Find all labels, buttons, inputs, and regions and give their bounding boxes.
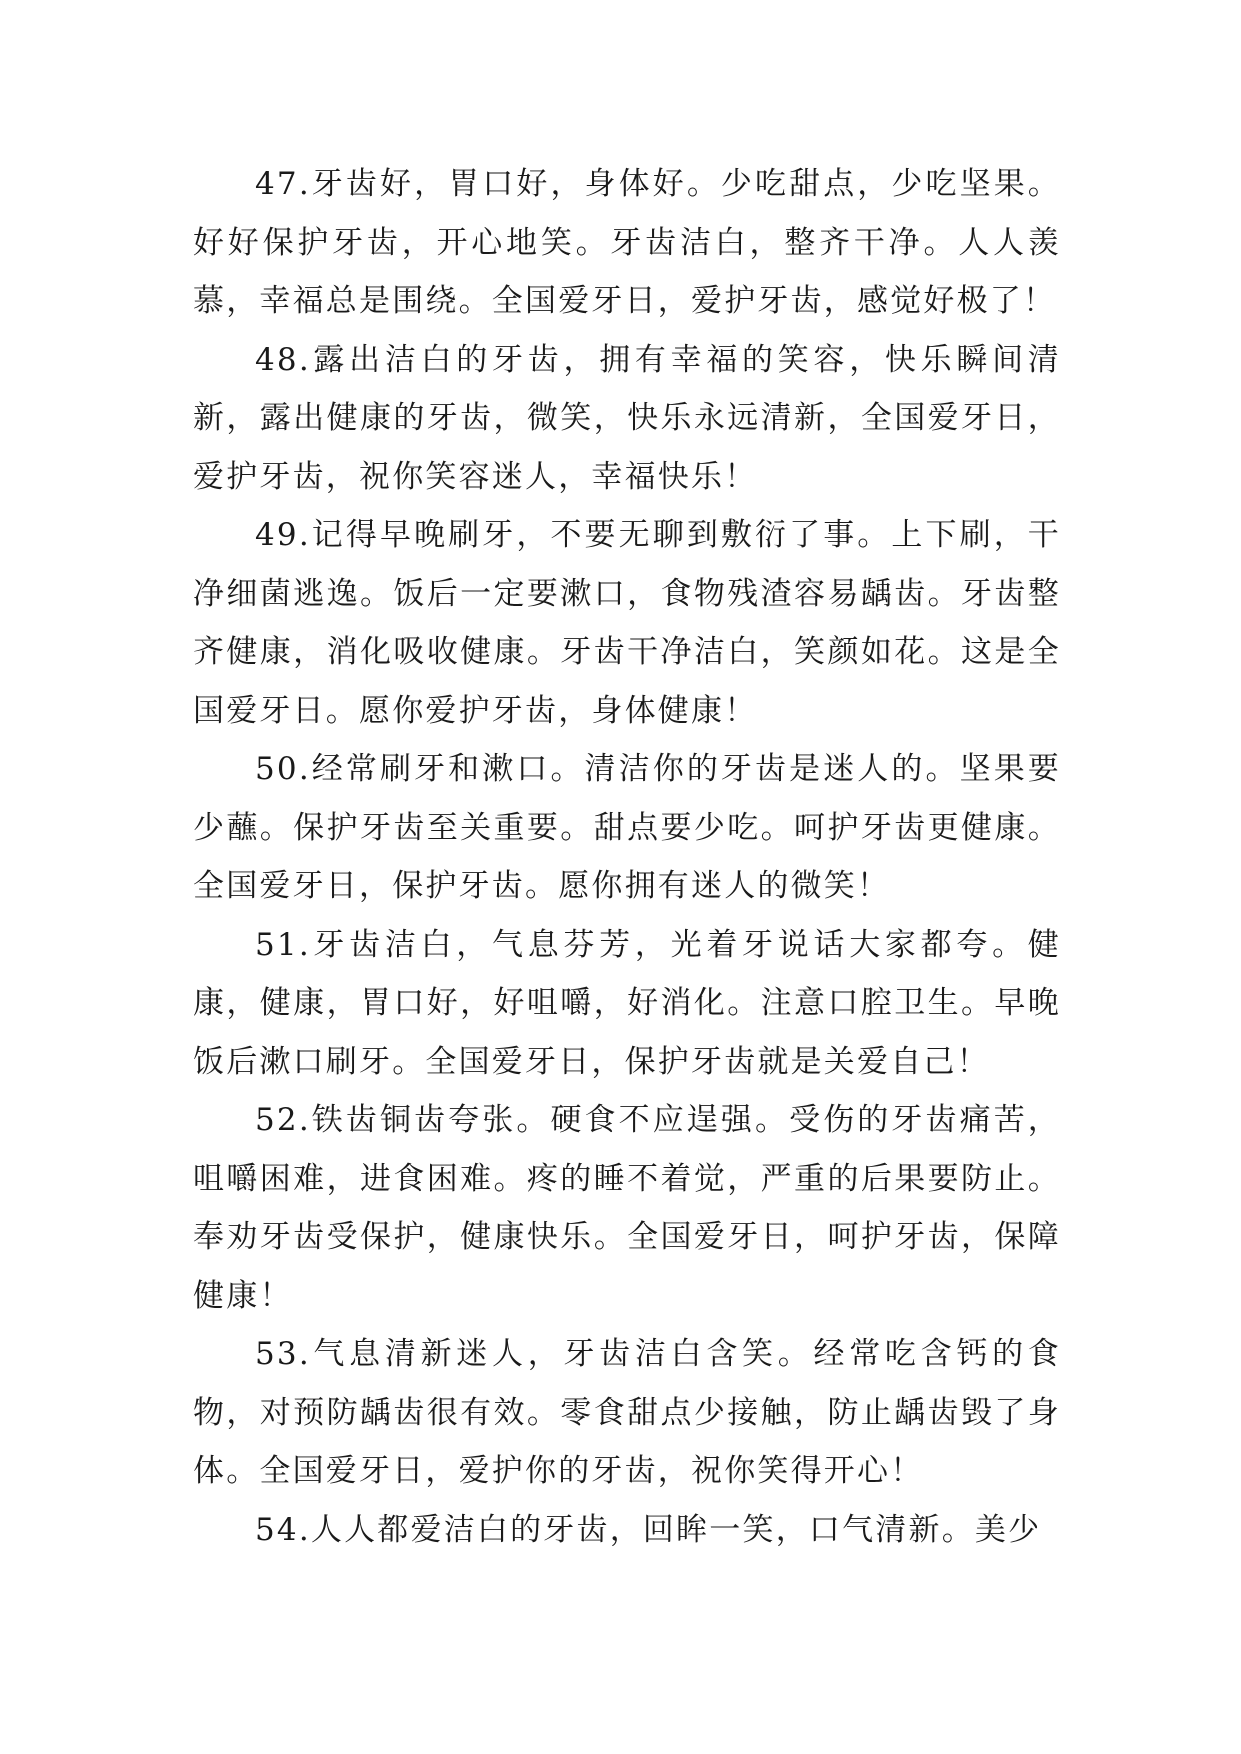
paragraph-49: 49.记得早晚刷牙，不要无聊到敷衍了事。上下刷，干净细菌逃逸。饭后一定要漱口，食物残渣容易龋齿。牙齿整齐健康，消化吸收健康。牙齿干净洁白，笑颜如花。这是全国爱牙日。愿你爱护牙齿，身体健康！ [193, 517, 1061, 729]
paragraph-54: 54.人人都爱洁白的牙齿，回眸一笑，口气清新。美少 [255, 1511, 1042, 1548]
paragraph-51: 51.牙齿洁白，气息芬芳，光着牙说话大家都夸。健康，健康，胃口好，好咀嚼，好消化。注意口腔卫生。早晚饭后漱口刷牙。全国爱牙日，保护牙齿就是关爱自己！ [193, 926, 1061, 1080]
paragraph-53: 53.气息清新迷人，牙齿洁白含笑。经常吃含钙的食物，对预防龋齿很有效。零食甜点少接触，防止龋齿毁了身体。全国爱牙日，爱护你的牙齿，祝你笑得开心！ [193, 1336, 1061, 1489]
paragraph-48: 48.露出洁白的牙齿，拥有幸福的笑容，快乐瞬间清新，露出健康的牙齿，微笑，快乐永远清新，全国爱牙日，爱护牙齿，祝你笑容迷人，幸福快乐！ [193, 341, 1061, 495]
document-body [193, 155, 1061, 1559]
paragraph-50: 50.经常刷牙和漱口。清洁你的牙齿是迷人的。坚果要少蘸。保护牙齿至关重要。甜点要少吃。呵护牙齿更健康。全国爱牙日，保护牙齿。愿你拥有迷人的微笑！ [193, 751, 1061, 904]
paragraph-52: 52.铁齿铜齿夸张。硬食不应逞强。受伤的牙齿痛苦，咀嚼困难，进食困难。疼的睡不着觉，严重的后果要防止。奉劝牙齿受保护，健康快乐。全国爱牙日，呵护牙齿，保障健康！ [193, 1102, 1061, 1314]
paragraph-47: 47.牙齿好，胃口好，身体好。少吃甜点，少吃坚果。好好保护牙齿，开心地笑。牙齿洁白，整齐干净。人人羡慕，幸福总是围绕。全国爱牙日，爱护牙齿，感觉好极了！ [193, 166, 1061, 319]
